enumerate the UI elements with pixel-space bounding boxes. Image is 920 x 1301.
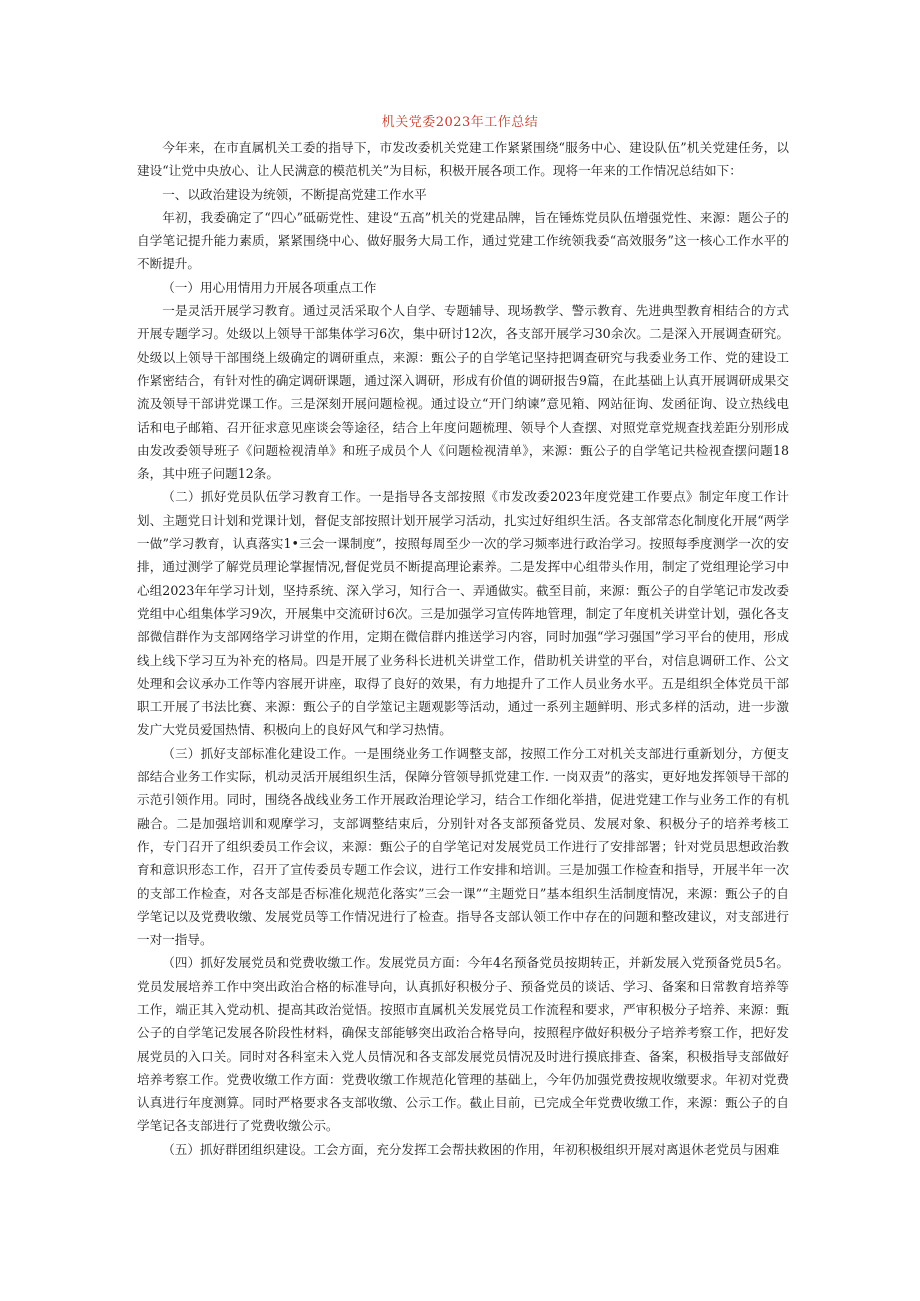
document-body (137, 136, 789, 1161)
paragraph-intro: 今年来，在市直属机关工委的指导下，市发改委机关党建工作紧紧围绕“服务中心、建设队伍”机关党建任务，以建设“让党中央放心、让人民满意的模范机关”为目标，积极开展各项工作。现将一年来的工作情况总结如下： (137, 140, 789, 179)
paragraph: 年初，我委确定了“四心”砥砺党性、建设“五高”机关的党建品牌，旨在锤炼党员队伍增强党性、来源：题公子的自学笔记提升能力素质，紧紧围绕中心、做好服务大局工作，通过党建工作统领我委“高效服务”这一核心工作水平的不断提升。 (137, 209, 789, 272)
paragraph: （二）抓好党员队伍学习教育工作。一是指导各支部按照《市发改委2023年度党建工作要点》制定年度工作计划、主题党日计划和党课计划，督促支部按照计划开展学习活动，扎实过好组织生活。各支部常态化制度化开展“两学一做”学习教育，认真落实1•三会一课制度”，按照每周至少一次的学习频率进行政治学习。按照每季度测学一次的安排，通过测学了解党员理论掌握情况,督促党员不断提高理论素养。二是发挥中心组带头作用，制定了党组理论学习中心组2023年年学习计划，坚持系统、深入学习，知行合一、弄通做实。截至目前，来源：甄公子的自学笔记市发改委党组中心组集体学习9次，开展集中交流研讨6次。三是加强学习宣传阵地管理，制定了年度机关讲堂计划，强化各支部微信群作为支部网络学习讲堂的作用，定期在微信群内推送学习内容，同时加强“学习强国”学习平台的使用，形成线上线下学习互为补充的格局。四是开展了业务科长进机关讲堂工作，借助机关讲堂的平台，对信息调研工作、公文处理和会议承办工作等内容展开讲座，取得了良好的效果，有力地提升了工作人员业务水平。五是组织全体党员干部职工开展了书法比赛、来源：甄公子的自学筮记主题观影等活动，通过一系列主题鲜明、形式多样的活动，进一步激发广大党员爱国热情、积极向上的良好风气和学习热情。 (137, 489, 789, 738)
paragraph: （三）抓好支部标准化建设工作。一是围绕业务工作调整支部，按照工作分工对机关支部进行重新划分，方便支部结合业务工作实际，机动灵活开展组织生活，保障分管领导抓党建工作. 一岗双责”的落实，更好地发挥领导干部的示范引领作用。同时，围绕各战线业务工作开展政治理论学习，结合工作细化举措，促进党建工作与业务工作的有机融合。二是加强培训和观摩学习，支部调整结束后，分别针对各支部预备党员、发展对象、积极分子的培养考核工作，专门召开了组织委员工作会议，来源：甄公子的自学笔记对发展党员工作进行了安排部署；针对党员思想政治教育和意识形态工作，召开了宣传委员专题工作会议，进行工作安排和培训。三是加强工作检查和指导，开展半年一次的支部工作检查，对各支部是否标准化规范化落实”三会一课”“主题党日”基本组织生活制度情况，来源：甄公子的自学笔记以及党费收缴、发展党员等工作情况进行了检查。指导各支部认领工作中存在的问题和整改建议，对支部进行一对一指导。 (137, 745, 789, 948)
document-title: 机关党委2023年工作总结 (381, 115, 539, 130)
paragraph: 一是灵活开展学习教育。通过灵活采取个人自学、专题辅导、现场教学、警示教育、先进典型教育相结合的方式开展专题学习。处级以上领导干部集体学习6次，集中研讨12次，各支部开展学习30余次。二是深入开展调查研究。处级以上领导干部围绕上级确定的调研重点，来源：甄公子的自学笔记坚持把调查研究与我委业务工作、党的建设工作紧密结合，有针对性的确定调研课题，通过深入调研，形成有价值的调研报告9篇，在此基础上认真开展调研成果交流及领导干部讲党课工作。三是深刻开展问题检视。通过设立“开门纳谏”意见箱、网站征询、发函征询、设立热线电话和电子邮箱、召开征求意见座谈会等途径，结合上年度问题梳理、领导个人查摆、对照党章党规查找差距分别形成由发改委领导班子《问题检视清单》和班子成员个人《问题检视清单》，来源：甄公子的自学笔记共检视查摆问题18条，其中班子问题12条。 (137, 303, 789, 482)
subsection-heading: （一）用心用情用力开展各项重点工作 (162, 279, 377, 295)
section-heading-1: 一、以政治建设为统领，不断提高党建工作水平 (162, 186, 427, 202)
paragraph: （四）抓好发展党员和党费收缴工作。发展党员方面：今年4名预备党员按期转正，并新发展入党预备党员5名。党员发展培养工作中突出政治合格的标准导向，认真抓好积极分子、预备党员的谈话、学习、备案和日常教育培养等工作，端正其入党动机、提高其政治觉悟。按照市直属机关发展党员工作流程和要求，严审积极分子培养、来源：甄公子的自学笔记发展各阶段性材料，确保支部能够突出政治合格导向，按照程序做好积极分子培养考察工作，把好发展党员的入口关。同时对各科室未入党人员情况和各支部发展党员情况及时进行摸底排查、备案，积极指导支部做好培养考察工作。党费收缴工作方面：党费收缴工作规范化管理的基础上，今年仍加强党费按规收缴要求。年初对党费认真进行年度测算。同时严格要求各支部收缴、公示工作。截止目前，已完成全年党费收缴工作，来源：甄公子的自学笔记各支部进行了党费收缴公示。 (137, 955, 789, 1134)
paragraph: （五）抓好群团组织建设。工会方面，充分发挥工会帮扶救困的作用，年初积极组织开展对离退休老党员与困难 (162, 1141, 780, 1157)
